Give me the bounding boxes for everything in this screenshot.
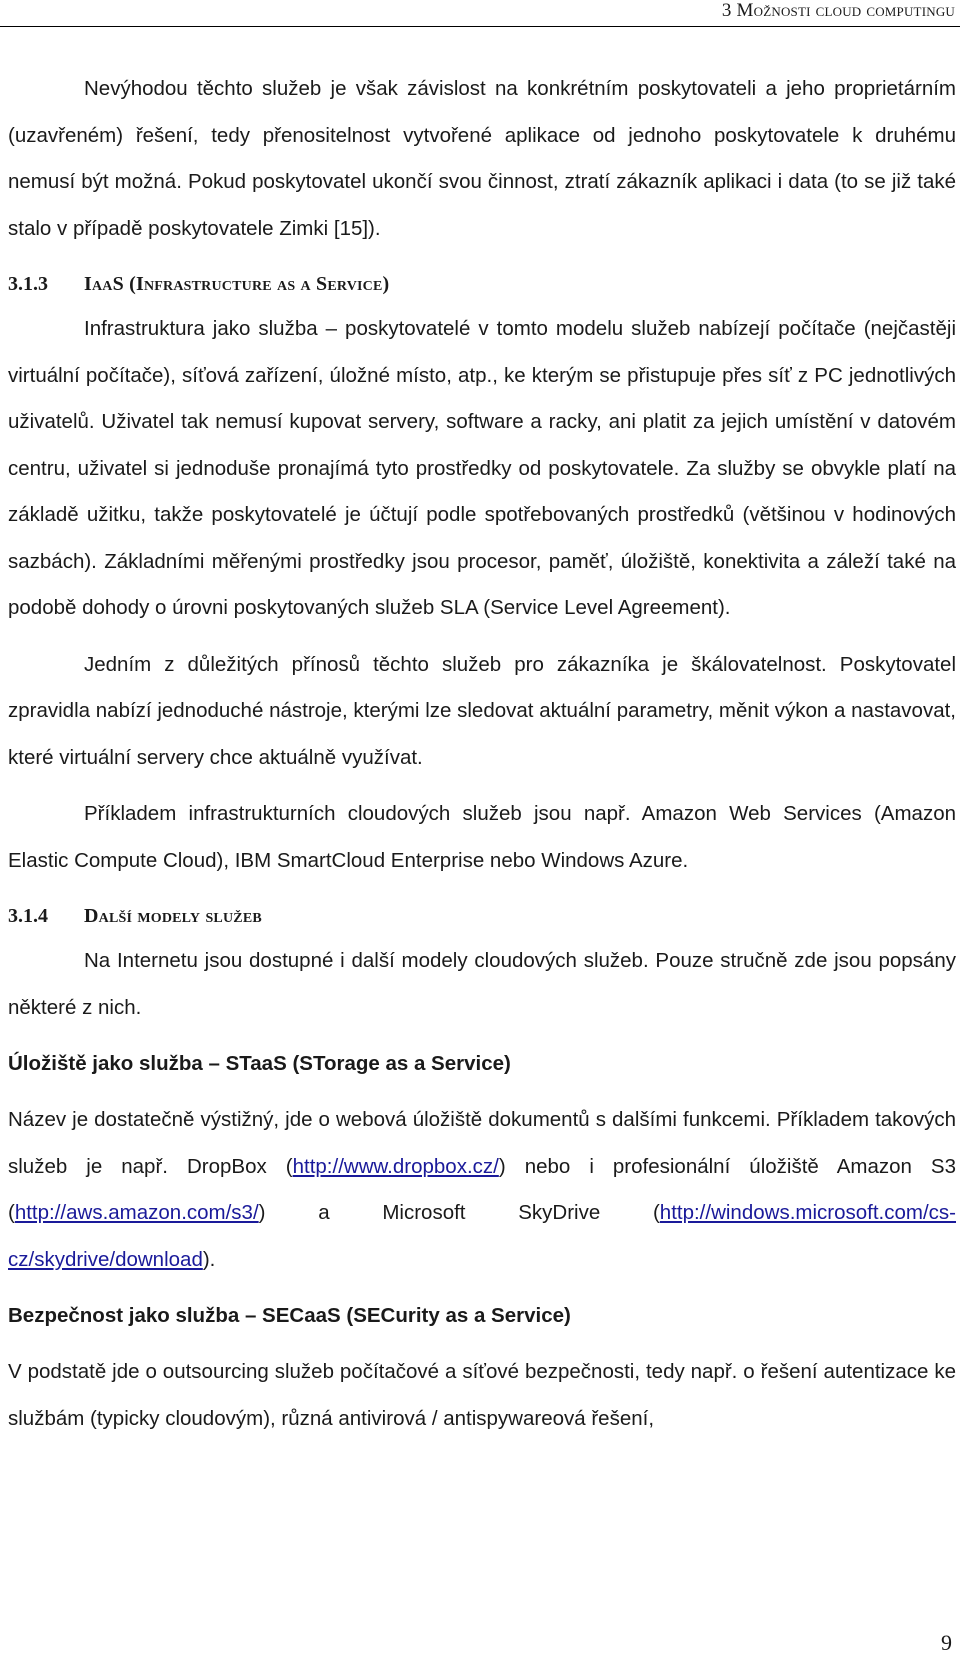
running-header	[722, 0, 955, 22]
spacer	[8, 781, 956, 791]
staas-text-3: ) a Microsoft SkyDrive (	[258, 1201, 660, 1224]
spacer	[8, 1283, 956, 1293]
chapter-number: 3	[721, 0, 732, 21]
staas-text-2: ) nebo i profesionální úložiště Amazon S3 (	[8, 1154, 956, 1224]
section-number: 3.1.3	[8, 273, 48, 295]
subheading-secaas: Bezpečnost jako služba – SECaaS (SECurity as a Service)	[8, 1304, 571, 1327]
page-number: 9	[941, 1630, 952, 1655]
paragraph-other-models-intro: Na Internetu jsou dostupné i další modely cloudových služeb. Pouze stručně zde jsou popsány některé z nich.	[8, 949, 956, 1019]
spacer	[8, 1339, 956, 1349]
subheading-staas: Úložiště jako služba – STaaS (STorage as a Service)	[8, 1052, 511, 1075]
section-number: 3.1.4	[8, 905, 48, 927]
section-title: IaaS (Infrastructure as a Service)	[84, 273, 390, 295]
paragraph-iaas-examples: Příkladem infrastrukturních cloudových služeb jsou např. Amazon Web Services (Amazon Elastic Compute Cloud), IBM SmartCloud Enterprise nebo Windows Azure.	[8, 802, 956, 872]
paragraph-vendor-lock-in: Nevýhodou těchto služeb je však závislost na konkrétním poskytovateli a jeho proprietárním (uzavřeném) řešení, tedy přenositelnost vytvořené aplikace od jednoho poskytovatele k druhému nemusí být možná. Pokud poskytovatel ukončí svou činnost, ztratí zákazník aplikaci i data (to se již také stalo v případě poskytovatele Zimki [15]).	[8, 77, 956, 240]
spacer	[8, 1087, 956, 1097]
paragraph-iaas-definition: Infrastruktura jako služba – poskytovatelé v tomto modelu služeb nabízejí počítače (nejčastěji virtuální počítače), síťová zařízení, úložné místo, atp., ke kterým se přistupuje přes síť z PC jednotlivých uživatelů. Uživatel tak nemusí kupovat servery, software a racky, ani platit za jejich umístění v datovém centru, uživatel si jednoduše pronajímá tyto prostředky od poskytovatele. Za služby se obvykle platí na základě užitku, takže poskytovatelé je účtují podle spotřebovaných prostředků (většinou v hodinových sazbách). Základními měřenými prostředky jsou procesor, paměť, úložiště, konektivita a záleží také na podobě dohody o úrovni poskytovaných služeb SLA (Service Level Agreement).	[8, 317, 956, 619]
skydrive-link[interactable]: http://windows.microsoft.com/cs-cz/skydrive/download	[8, 1201, 956, 1271]
section-heading-iaas	[8, 262, 956, 306]
paragraph-secaas: V podstatě jde o outsourcing služeb počítačové a síťové bezpečnosti, tedy např. o řešení autentizace ke službám (typicky cloudovým), různá antivirová / antispywareová řešení,	[8, 1360, 956, 1430]
spacer	[8, 884, 956, 894]
staas-text-1: Název je dostatečně výstižný, jde o webová úložiště dokumentů s dalšími funkcemi. Příkladem takových služeb je např. DropBox (	[8, 1108, 956, 1178]
paragraph-scalability: Jedním z důležitých přínosů těchto služeb pro zákazníka je škálovatelnost. Poskytovatel zpravidla nabízí jednoduché nástroje, kterými lze sledovat aktuální parametry, měnit výkon a nastavovat, které virtuální servery chce aktuálně využívat.	[8, 652, 956, 769]
paragraph-staas	[8, 1097, 956, 1283]
header-rule	[0, 26, 960, 27]
body-text	[8, 66, 956, 1442]
chapter-title: Možnosti cloud computingu	[736, 0, 955, 21]
section-heading-other-models	[8, 894, 956, 938]
amazon-s3-link[interactable]: http://aws.amazon.com/s3/	[14, 1201, 259, 1224]
spacer	[8, 252, 956, 262]
staas-text-4: ).	[202, 1247, 216, 1271]
section-title: Další modely služeb	[84, 905, 262, 927]
spacer	[8, 632, 956, 642]
spacer	[8, 1031, 956, 1041]
dropbox-link[interactable]: http://www.dropbox.cz/	[292, 1154, 499, 1178]
